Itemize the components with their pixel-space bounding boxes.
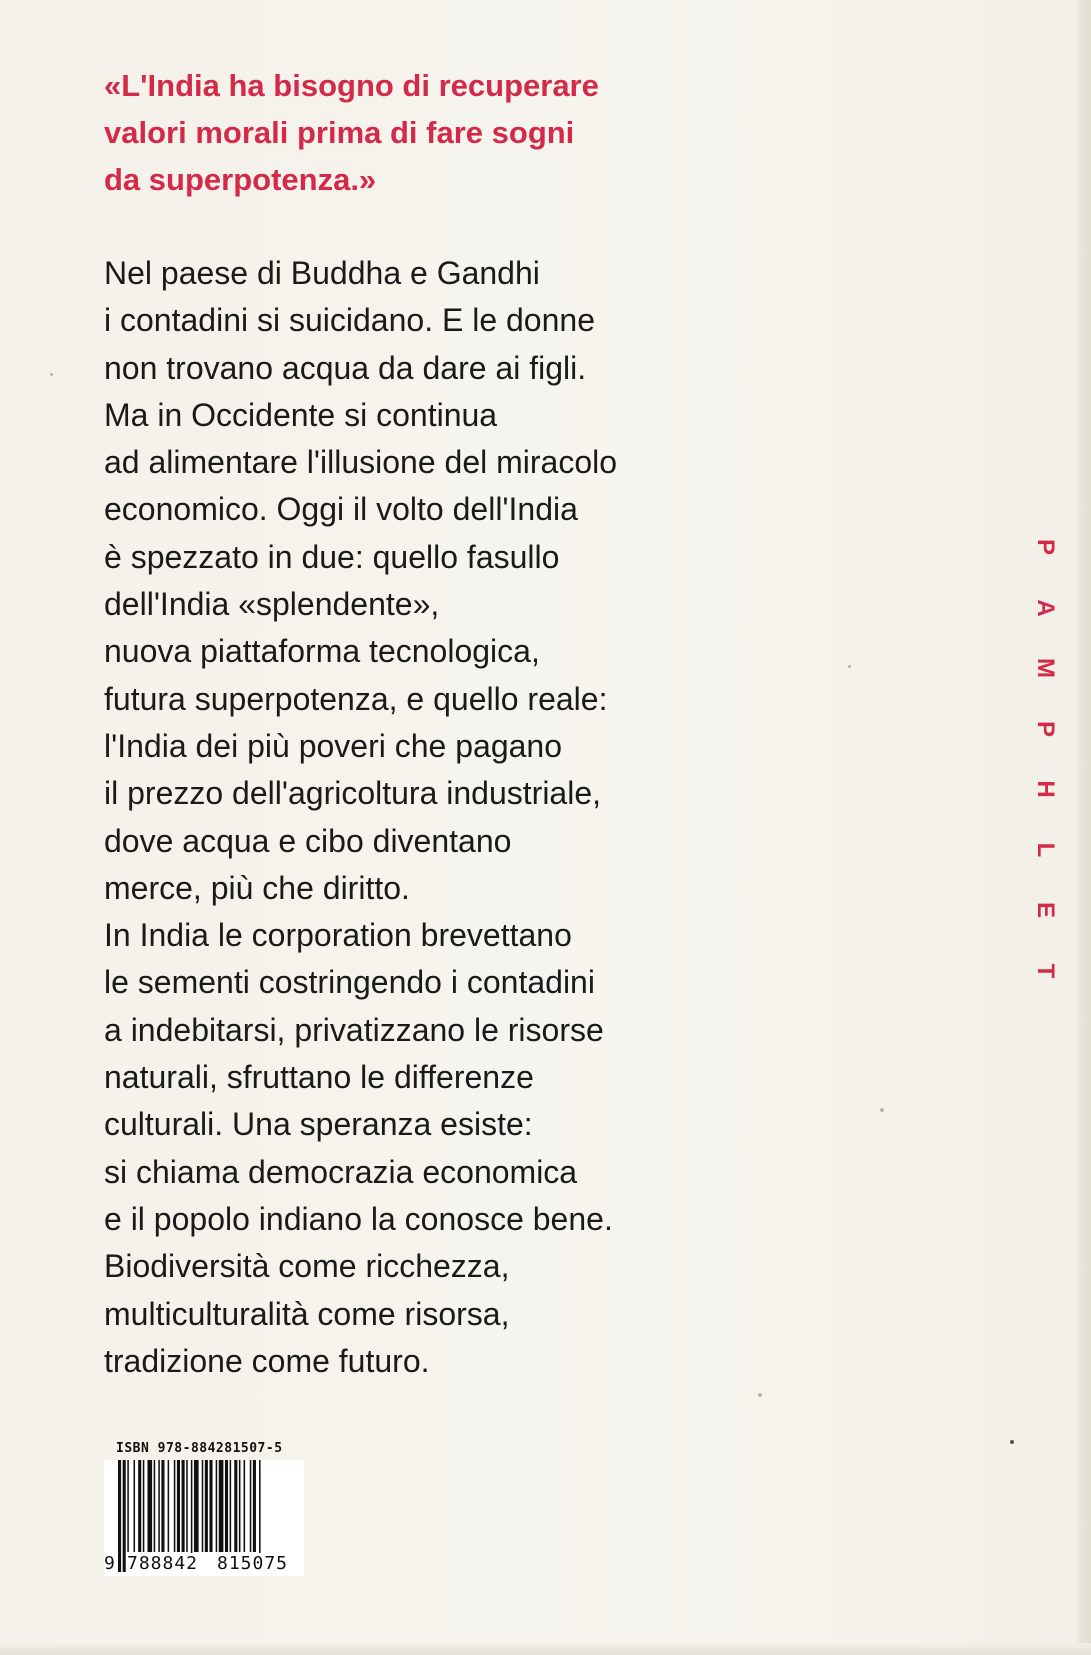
blurb-line: non trovano acqua da dare ai figli. xyxy=(104,349,587,386)
blurb-line: Biodiversità come ricchezza, xyxy=(104,1248,510,1285)
blurb-line: i contadini si suicidano. E le donne xyxy=(104,302,595,339)
blurb-text xyxy=(104,250,864,1385)
barcode-bar xyxy=(225,1460,228,1552)
blurb-line: e il popolo indiano la conosce bene. xyxy=(104,1200,613,1237)
barcode-bar xyxy=(194,1460,199,1552)
barcode-bar xyxy=(182,1460,185,1552)
series-letter: T xyxy=(1032,963,1059,978)
series-letter: P xyxy=(1032,720,1059,737)
blurb-line: economico. Oggi il volto dell'India xyxy=(104,491,578,528)
barcode-bar xyxy=(134,1460,136,1552)
barcode-bar xyxy=(177,1460,180,1552)
barcode-bar xyxy=(174,1460,176,1552)
barcode-bar xyxy=(234,1460,237,1552)
series-letter: A xyxy=(1032,598,1059,617)
barcode-bar xyxy=(143,1460,145,1552)
pull-quote-line: valori morali prima di fare sogni xyxy=(104,115,575,150)
blurb-line: le sementi costringendo i contadini xyxy=(104,964,595,1001)
barcode-bar xyxy=(205,1460,208,1552)
blurb-line: futura superpotenza, e quello reale: xyxy=(104,680,608,717)
barcode-bar xyxy=(161,1460,164,1552)
barcode-bar xyxy=(127,1460,129,1552)
blurb-line: Nel paese di Buddha e Gandhi xyxy=(104,255,540,291)
series-letter: M xyxy=(1032,658,1059,678)
blurb-line: si chiama democrazia economica xyxy=(104,1153,578,1190)
blurb-line: è spezzato in due: quello fasullo xyxy=(104,538,560,575)
blurb-line: In India le corporation brevettano xyxy=(104,917,572,954)
barcode-bar xyxy=(216,1460,218,1552)
paper-speck xyxy=(50,373,53,376)
series-letter: P xyxy=(1032,538,1059,555)
paper-speck xyxy=(848,665,851,668)
pull-quote-line: «L'India ha bisogno di recuperare xyxy=(104,68,599,103)
blurb-line: dell'India «splendente», xyxy=(104,586,440,623)
blurb-line: l'India dei più poveri che pagano xyxy=(104,727,562,764)
blurb-line: multiculturalità come risorsa, xyxy=(104,1295,510,1332)
barcode-bar xyxy=(168,1460,170,1552)
blurb-line: dove acqua e cibo diventano xyxy=(104,822,512,859)
paper-speck xyxy=(1010,1440,1014,1444)
paper-speck xyxy=(880,1108,884,1112)
barcode-bar xyxy=(239,1460,241,1552)
isbn-label: ISBN 978-884281507-5 xyxy=(116,1441,283,1456)
blurb-line: naturali, sfruttano le differenze xyxy=(104,1059,534,1096)
blurb-line: culturali. Una speranza esiste: xyxy=(104,1106,533,1143)
barcode-bar xyxy=(154,1460,156,1552)
barcode-bar xyxy=(147,1460,152,1552)
pull-quote-line: da superpotenza.» xyxy=(104,162,377,197)
cover-right-edge xyxy=(1077,0,1091,1655)
blurb-line: a indebitarsi, privatizzano le risorse xyxy=(104,1011,604,1048)
barcode-bar xyxy=(209,1460,212,1552)
blurb-line: nuova piattaforma tecnologica, xyxy=(104,633,540,670)
barcode-bar xyxy=(202,1460,204,1552)
ean-left-digits: 788842 xyxy=(127,1553,199,1574)
blurb-line: Ma in Occidente si continua xyxy=(104,396,498,433)
barcode-bar xyxy=(250,1460,252,1552)
barcode-bar xyxy=(244,1460,246,1552)
series-letter: E xyxy=(1032,901,1059,918)
blurb-line: tradizione come futuro. xyxy=(104,1342,430,1379)
series-letter: L xyxy=(1032,842,1059,857)
ean-lead-digit: 9 xyxy=(104,1553,116,1574)
barcode-bar xyxy=(230,1460,232,1552)
paper-speck xyxy=(758,1393,762,1397)
series-name-vertical xyxy=(1030,532,1060,1016)
ean-right-digits: 815075 xyxy=(217,1553,289,1574)
cover-bottom-edge xyxy=(0,1643,1091,1655)
blurb-line: merce, più che diritto. xyxy=(104,869,410,906)
barcode-bar xyxy=(253,1460,256,1552)
pull-quote xyxy=(104,62,864,203)
barcode-bar xyxy=(118,1460,121,1572)
blurb-line: il prezzo dell'agricoltura industriale, xyxy=(104,775,602,812)
barcode-bar xyxy=(186,1460,188,1552)
barcode-bar xyxy=(138,1460,141,1552)
series-letter: H xyxy=(1032,780,1059,798)
barcode-bar xyxy=(219,1460,224,1552)
blurb-line: ad alimentare l'illusione del miracolo xyxy=(104,444,618,481)
barcode-bar xyxy=(158,1460,160,1552)
